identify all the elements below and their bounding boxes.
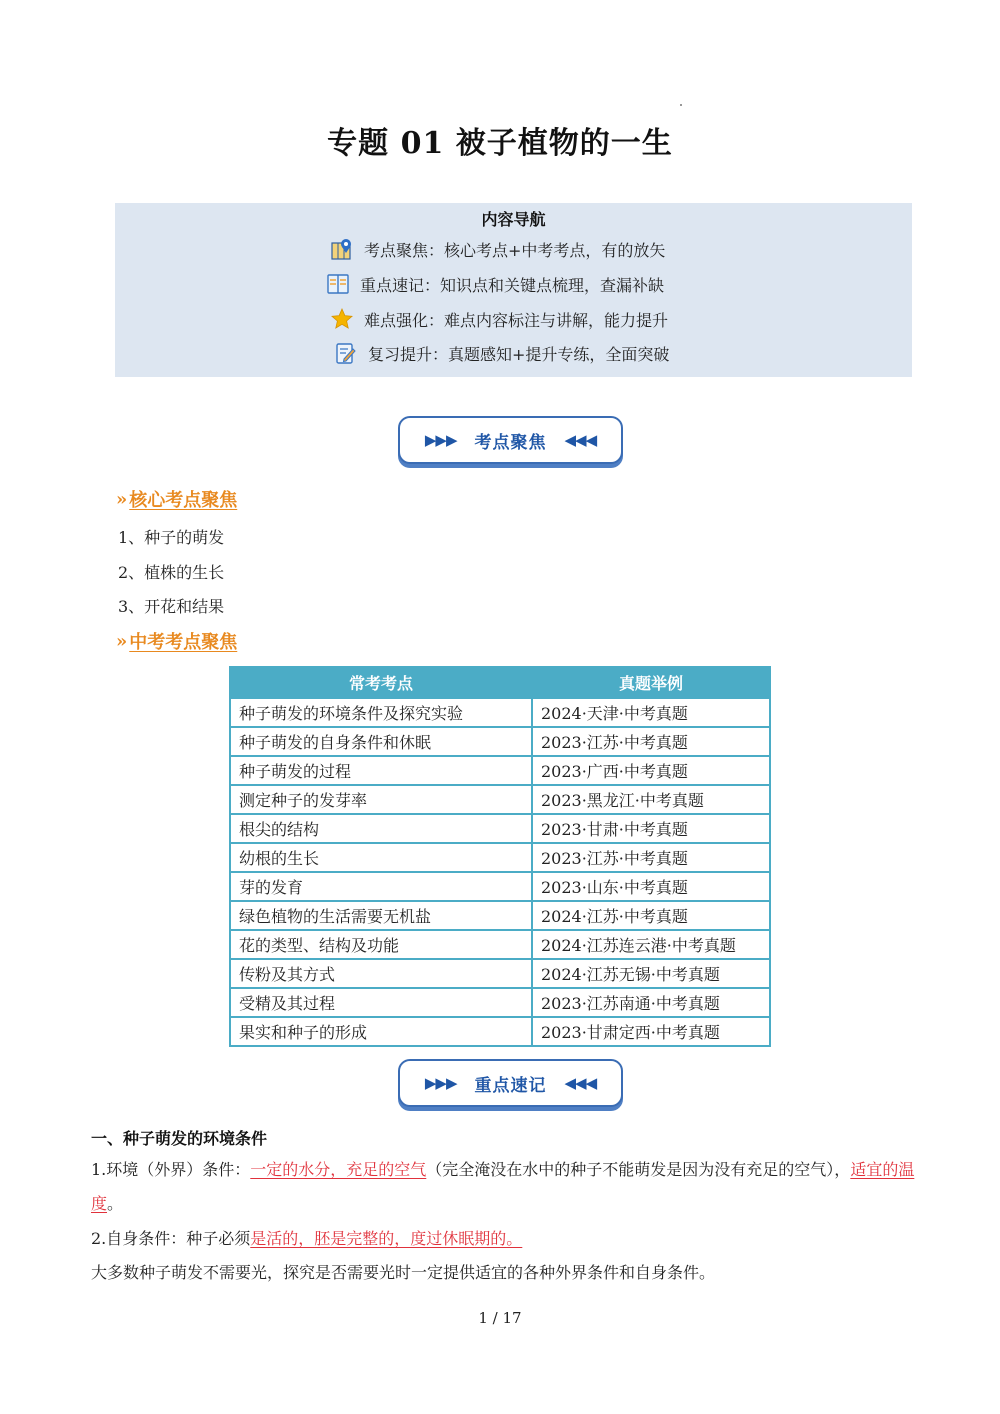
banner-arrows-left: ▶▶▶	[424, 1074, 457, 1092]
table-cell-example: 2024·江苏无锡·中考真题	[532, 959, 770, 988]
column-header: 真题举例	[532, 667, 770, 698]
core-item: 3、开花和结果	[118, 597, 225, 616]
nav-heading: 内容导航	[481, 210, 546, 229]
map-pin-icon	[330, 237, 354, 261]
table-cell-topic: 种子萌发的环境条件及探究实验	[230, 698, 532, 727]
paragraph-environment-conditions: 1.环境（外界）条件：一定的水分，充足的空气（完全淹没在水中的种子不能萌发是因为没有充足的空气），适宜的温度。	[91, 1160, 915, 1213]
table-row	[230, 1017, 770, 1046]
table-cell-example: 2023·江苏·中考真题	[532, 843, 770, 872]
table-row	[230, 959, 770, 988]
banner-exam-focus	[398, 416, 623, 464]
banner-label: 考点聚焦	[474, 432, 547, 453]
table-row	[230, 843, 770, 872]
nav-item-label: 复习提升：真题感知+提升专练，全面突破	[368, 344, 670, 364]
star-icon	[330, 307, 354, 331]
table-cell-topic: 测定种子的发芽率	[230, 785, 532, 814]
stray-dot	[680, 104, 682, 106]
core-section-heading: » 核心考点聚焦	[116, 488, 238, 511]
table-cell-example: 2024·天津·中考真题	[532, 698, 770, 727]
highlight-text: 一定的水分，充足的空气	[250, 1160, 427, 1179]
book-icon	[326, 272, 350, 296]
table-cell-topic: 绿色植物的生活需要无机盐	[230, 901, 532, 930]
nav-item-label: 难点强化：难点内容标注与讲解，能力提升	[364, 310, 669, 330]
table-row	[230, 872, 770, 901]
core-item: 2、植株的生长	[118, 563, 225, 582]
banner-label: 重点速记	[474, 1075, 547, 1096]
table-cell-topic: 果实和种子的形成	[230, 1017, 532, 1046]
table-cell-topic: 幼根的生长	[230, 843, 532, 872]
table-cell-topic: 芽的发育	[230, 872, 532, 901]
table-cell-topic: 种子萌发的过程	[230, 756, 532, 785]
table-cell-example: 2023·甘肃·中考真题	[532, 814, 770, 843]
table-cell-example: 2023·江苏·中考真题	[532, 727, 770, 756]
table-header-row	[230, 667, 770, 698]
table-cell-example: 2023·广西·中考真题	[532, 756, 770, 785]
table-row	[230, 785, 770, 814]
table-cell-example: 2023·江苏南通·中考真题	[532, 988, 770, 1017]
page-number: 1 / 17	[478, 1309, 522, 1327]
double-chevron-icon: »	[116, 488, 128, 510]
banner-arrows-right: ◀◀◀	[564, 431, 597, 449]
table-cell-topic: 传粉及其方式	[230, 959, 532, 988]
banner-key-notes	[398, 1059, 623, 1107]
double-chevron-icon: »	[116, 630, 128, 652]
core-item: 1、种子的萌发	[118, 528, 225, 547]
paragraph-self-conditions: 2.自身条件：种子必须是活的，胚是完整的，度过休眠期的。	[91, 1229, 523, 1248]
nav-item-label: 重点速记：知识点和关键点梳理，查漏补缺	[360, 275, 665, 295]
table-row	[230, 727, 770, 756]
nav-item-notes	[326, 270, 664, 298]
exam-section-heading: » 中考考点聚焦	[116, 630, 238, 653]
table-row	[230, 698, 770, 727]
page-title: 专题 01 被子植物的一生	[327, 126, 673, 161]
table-cell-topic: 花的类型、结构及功能	[230, 930, 532, 959]
table-cell-example: 2023·黑龙江·中考真题	[532, 785, 770, 814]
nav-item-label: 考点聚焦：核心考点+中考考点，有的放矢	[364, 240, 666, 260]
nav-item-review	[334, 339, 669, 367]
table-cell-topic: 根尖的结构	[230, 814, 532, 843]
table-cell-example: 2023·山东·中考真题	[532, 872, 770, 901]
paragraph-light-note: 大多数种子萌发不需要光，探究是否需要光时一定提供适宜的各种外界条件和自身条件。	[91, 1263, 716, 1282]
highlight-text: 是活的，胚是完整的，度过休眠期的。	[250, 1229, 523, 1248]
nav-item-focus	[330, 235, 665, 263]
edit-note-icon	[334, 341, 358, 365]
table-row	[230, 901, 770, 930]
table-cell-topic: 受精及其过程	[230, 988, 532, 1017]
column-header: 常考考点	[230, 667, 532, 698]
table-cell-example: 2024·江苏·中考真题	[532, 901, 770, 930]
table-row	[230, 756, 770, 785]
table-row	[230, 988, 770, 1017]
nav-item-difficult	[330, 305, 668, 333]
table-cell-example: 2024·江苏连云港·中考真题	[532, 930, 770, 959]
banner-arrows-left: ▶▶▶	[424, 431, 457, 449]
table-cell-topic: 种子萌发的自身条件和休眠	[230, 727, 532, 756]
table-row	[230, 930, 770, 959]
banner-arrows-right: ◀◀◀	[564, 1074, 597, 1092]
content-navigation-box	[115, 203, 912, 377]
highlight-text: 适宜的温度	[91, 1160, 915, 1213]
table-row	[230, 814, 770, 843]
table-cell-example: 2023·甘肃定西·中考真题	[532, 1017, 770, 1046]
exam-points-table	[229, 666, 771, 1047]
section-title: 一、种子萌发的环境条件	[91, 1129, 268, 1148]
